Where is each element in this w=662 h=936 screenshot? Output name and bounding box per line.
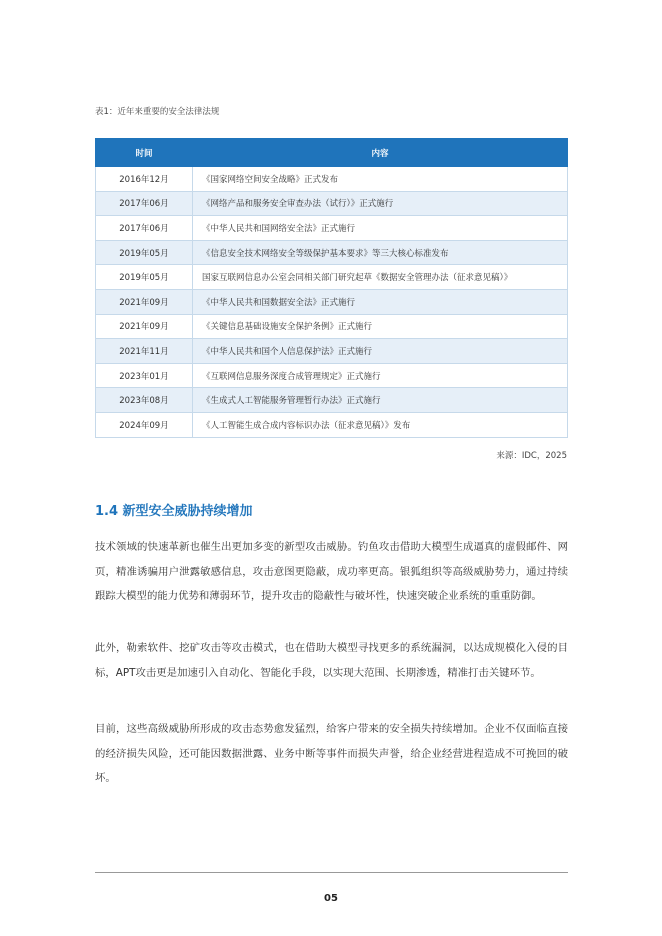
row-date: 2021年09月	[96, 314, 193, 339]
table-row	[96, 339, 568, 364]
table-row	[96, 289, 568, 314]
row-content: 《信息安全技术网络安全等级保护基本要求》等三大核心标准发布	[193, 240, 568, 265]
row-date: 2023年08月	[96, 388, 193, 413]
row-content: 《中华人民共和国网络安全法》正式施行	[193, 216, 568, 241]
table-row	[96, 191, 568, 216]
row-date: 2021年11月	[96, 339, 193, 364]
table-row	[96, 412, 568, 437]
table-caption: 表1：近年来重要的安全法律法规	[95, 107, 220, 117]
row-content: 《国家网络空间安全战略》正式发布	[193, 167, 568, 192]
table-row	[96, 388, 568, 413]
law-table	[95, 138, 568, 438]
table-row	[96, 167, 568, 192]
header-content: 内容	[193, 139, 568, 167]
table-row	[96, 363, 568, 388]
row-date: 2019年05月	[96, 240, 193, 265]
page-number: 05	[324, 893, 338, 904]
row-date: 2024年09月	[96, 412, 193, 437]
section-title: 1.4 新型安全威胁持续增加	[95, 504, 253, 519]
row-date: 2017年06月	[96, 216, 193, 241]
row-content: 《中华人民共和国个人信息保护法》正式施行	[193, 339, 568, 364]
footer-divider	[95, 872, 568, 873]
paragraph-1: 技术领域的快速革新也催生出更加多变的新型攻击威胁。钓鱼攻击借助大模型生成逼真的虚假邮件、网页，精准诱骗用户泄露敏感信息，攻击意图更隐蔽，成功率更高。银狐组织等高级威胁势力，通过持续跟踪大模型的能力优势和薄弱环节，提升攻击的隐蔽性与破坏性，快速突破企业系统的重重防御。	[95, 541, 568, 602]
row-date: 2016年12月	[96, 167, 193, 192]
row-date: 2021年09月	[96, 289, 193, 314]
table-source: 来源：IDC，2025	[496, 451, 567, 461]
row-content: 《人工智能生成合成内容标识办法（征求意见稿）》发布	[193, 412, 568, 437]
paragraph-3: 目前，这些高级威胁所形成的攻击态势愈发猛烈，给客户带来的安全损失持续增加。企业不仅面临直接的经济损失风险，还可能因数据泄露、业务中断等事件而损失声誉，给企业经营进程造成不可挽回的破坏。	[95, 723, 568, 784]
table-row	[96, 265, 568, 290]
row-content: 《互联网信息服务深度合成管理规定》正式施行	[193, 363, 568, 388]
row-date: 2023年01月	[96, 363, 193, 388]
header-date: 时间	[96, 139, 193, 167]
table-row	[96, 240, 568, 265]
row-date: 2017年06月	[96, 191, 193, 216]
row-content: 《关键信息基础设施安全保护条例》正式施行	[193, 314, 568, 339]
table-row	[96, 216, 568, 241]
row-content: 《生成式人工智能服务管理暂行办法》正式施行	[193, 388, 568, 413]
table-header-row	[96, 139, 568, 167]
row-content: 《网络产品和服务安全审查办法（试行）》正式施行	[193, 191, 568, 216]
row-content: 《中华人民共和国数据安全法》正式施行	[193, 289, 568, 314]
paragraph-2: 此外，勒索软件、挖矿攻击等攻击模式，也在借助大模型寻找更多的系统漏洞，以达成规模化入侵的目标，APT攻击更是加速引入自动化、智能化手段，以实现大范围、长期渗透，精准打击关键环节。	[95, 642, 568, 679]
row-content: 国家互联网信息办公室会同相关部门研究起草《数据安全管理办法（征求意见稿）》	[193, 265, 568, 290]
row-date: 2019年05月	[96, 265, 193, 290]
table-row	[96, 314, 568, 339]
